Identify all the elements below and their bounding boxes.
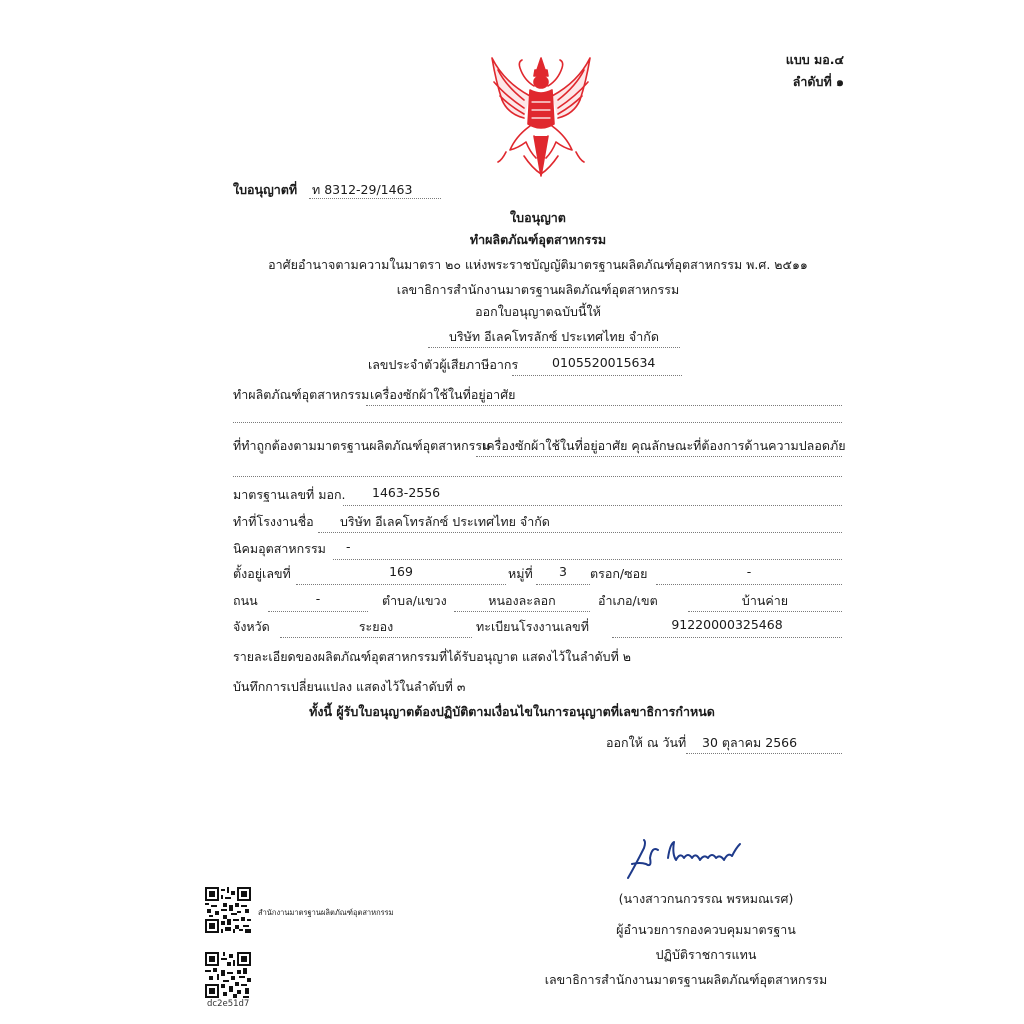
factory-label: ทำที่โรงงานชื่อ — [233, 514, 314, 529]
condition-note: ทั้งนี้ ผู้รับใบอนุญาตต้องปฏิบัติตามเงื่อนไขในการอนุญาตที่เลขาธิการกำหนด — [309, 704, 715, 719]
estate-label: นิคมอุตสาหกรรม — [233, 541, 326, 556]
issue-date-label: ออกให้ ณ วันที่ — [606, 735, 687, 750]
product-label: ทำผลิตภัณฑ์อุตสาหกรรม — [233, 387, 370, 402]
address-road-value: - — [315, 591, 321, 606]
details-note: รายละเอียดของผลิตภัณฑ์อุตสาหกรรมที่ได้รับอนุญาต แสดงไว้ในลำดับที่ ๒ — [233, 649, 632, 664]
signatory-name: (นางสาวกนกวรรณ พรหมณเรศ) — [618, 891, 794, 906]
standard-no-value: 1463-2556 — [372, 485, 441, 500]
address-soi-value: - — [746, 564, 752, 579]
qr-code-id: dc2e51d7 — [207, 999, 250, 1009]
estate-line — [333, 540, 842, 560]
changes-note: บันทึกการเปลี่ยนแปลง แสดงไว้ในลำดับที่ ๓ — [233, 679, 466, 694]
signatory-position-3: เลขาธิการสำนักงานมาตรฐานผลิตภัณฑ์อุตสาหกรรม — [544, 972, 828, 987]
qr-code-icon — [205, 887, 251, 933]
license-no-value: ท 8312-29/1463 — [312, 182, 413, 197]
address-registry-label: ทะเบียนโรงงานเลขที่ — [476, 619, 589, 634]
address-district-label: อำเภอ/เขต — [598, 593, 658, 608]
tax-id-label: เลขประจำตัวผู้เสียภาษีอากร — [368, 357, 519, 372]
doc-subtitle: ทำผลิตภัณฑ์อุตสาหกรรม — [469, 232, 607, 247]
license-no-label: ใบอนุญาตที่ — [233, 182, 298, 197]
form-sequence: ลำดับที่ ๑ — [792, 74, 844, 89]
standard-no-label: มาตรฐานเลขที่ มอก. — [233, 487, 346, 502]
signatory-position-1: ผู้อำนวยการกองควบคุมมาตรฐาน — [616, 922, 796, 937]
address-subdistrict-value: หนองละลอก — [488, 593, 556, 608]
tax-id-value: 0105520015634 — [552, 355, 656, 370]
address-subdistrict-label: ตำบล/แขวง — [382, 593, 447, 608]
signatory-position-2: ปฏิบัติราชการแทน — [655, 947, 757, 962]
product-value: เครื่องซักผ้าใช้ในที่อยู่อาศัย — [370, 387, 516, 402]
signature-icon — [622, 834, 752, 884]
doc-title: ใบอนุญาต — [510, 210, 566, 225]
intro-line-2: เลขาธิการสำนักงานมาตรฐานผลิตภัณฑ์อุตสาหกรรม — [396, 282, 680, 297]
issue-date-value: 30 ตุลาคม 2566 — [702, 735, 798, 750]
standard-compliance-label: ที่ทำถูกต้องตามมาตรฐานผลิตภัณฑ์อุตสาหกรรม — [233, 438, 491, 453]
intro-line-3: ออกใบอนุญาตฉบับนี้ให้ — [475, 304, 601, 319]
address-road-label: ถนน — [233, 593, 258, 608]
garuda-emblem-icon — [484, 52, 598, 180]
factory-value: บริษัท อีเลคโทรลักซ์ ประเทศไทย จำกัด — [340, 514, 550, 529]
estate-value: - — [346, 539, 351, 554]
address-no-label: ตั้งอยู่เลขที่ — [233, 566, 291, 581]
address-soi-label: ตรอก/ซอย — [590, 566, 648, 581]
qr-code-verify-icon — [205, 952, 251, 998]
standard-compliance-extra-line — [233, 462, 842, 477]
address-moo-value: 3 — [559, 564, 567, 579]
qr-code-caption: สำนักงานมาตรฐานผลิตภัณฑ์อุตสาหกรรม — [258, 908, 394, 917]
address-province-value: ระยอง — [358, 619, 394, 634]
product-extra-line — [233, 410, 842, 423]
address-no-value: 169 — [389, 564, 413, 579]
form-code: แบบ มอ.๔ — [785, 52, 844, 67]
intro-line-1: อาศัยอำนาจตามความในมาตรา ๒๐ แห่งพระราชบัญญัติมาตรฐานผลิตภัณฑ์อุตสาหกรรม พ.ศ. ๒๕๑๑ — [268, 257, 808, 272]
address-district-value: บ้านค่าย — [741, 593, 789, 608]
licensee-name: บริษัท อีเลคโทรลักซ์ ประเทศไทย จำกัด — [449, 329, 659, 344]
address-registry-value: 91220000325468 — [671, 617, 783, 632]
address-moo-label: หมู่ที่ — [508, 566, 533, 581]
standard-compliance-value: เครื่องซักผ้าใช้ในที่อยู่อาศัย คุณลักษณะที่ต้องการด้านความปลอดภัย — [482, 438, 846, 453]
address-province-label: จังหวัด — [233, 619, 270, 634]
